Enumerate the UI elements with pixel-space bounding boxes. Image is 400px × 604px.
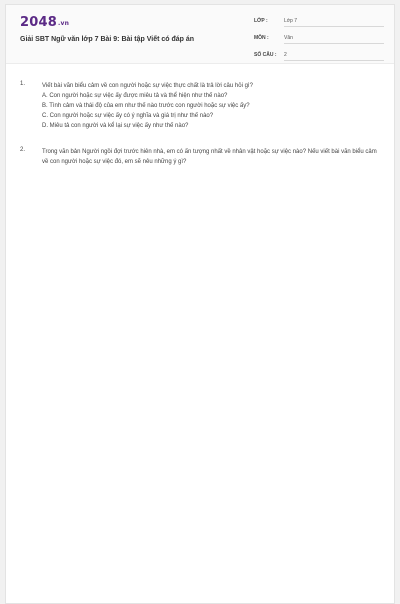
answer-option-c: C. Con người hoặc sự việc ấy có ý nghĩa và giá trị như thế nào? <box>42 113 214 119</box>
logo-suffix: .vn <box>57 20 70 27</box>
logo-text: 2048 <box>20 15 57 30</box>
answer-option-b: B. Tình cảm và thái độ của em như thế nào trước con người hoặc sự việc ấy? <box>42 103 250 109</box>
meta-row-class <box>254 16 384 33</box>
meta-row-subject <box>254 33 384 50</box>
meta-label-subject: MÔN : <box>254 35 269 41</box>
meta-value-subject: Văn <box>284 35 384 44</box>
answer-option-d: D. Miêu tả con người và kể lại sự việc ấy như thế nào? <box>42 123 189 129</box>
question-list <box>20 81 384 183</box>
meta-label-class: LỚP : <box>254 18 268 24</box>
meta-value-class: Lớp 7 <box>284 18 384 27</box>
question-number: 2. <box>20 147 26 153</box>
question-item <box>20 147 384 167</box>
answer-option-a: A. Con người hoặc sự việc ấy được miêu tả và thể hiện như thế nào? <box>42 93 228 99</box>
question-number: 1. <box>20 81 26 87</box>
question-text: Viết bài văn biểu cảm về con người hoặc sự việc thực chất là trả lời câu hỏi gì? <box>42 83 253 89</box>
worksheet-page <box>5 4 395 604</box>
site-logo[interactable] <box>20 15 69 30</box>
question-text: Trong văn bản Người ngồi đợi trước hiên nhà, em có ấn tượng nhất về nhân vật hoặc sự việc nào? Nếu viết bài văn biểu cảm về con người hoặc sự việc đó, em sẽ nêu những ý gì? <box>42 149 377 165</box>
document-title: Giải SBT Ngữ văn lớp 7 Bài 9: Bài tập Viết có đáp án <box>20 36 195 43</box>
meta-info <box>254 16 384 67</box>
meta-value-question-count: 2 <box>284 52 384 61</box>
question-item <box>20 81 384 131</box>
question-body <box>42 147 384 167</box>
meta-row-question-count <box>254 50 384 67</box>
worksheet-header <box>6 5 394 64</box>
question-body <box>42 81 384 131</box>
meta-label-question-count: SỐ CÂU : <box>254 52 277 58</box>
